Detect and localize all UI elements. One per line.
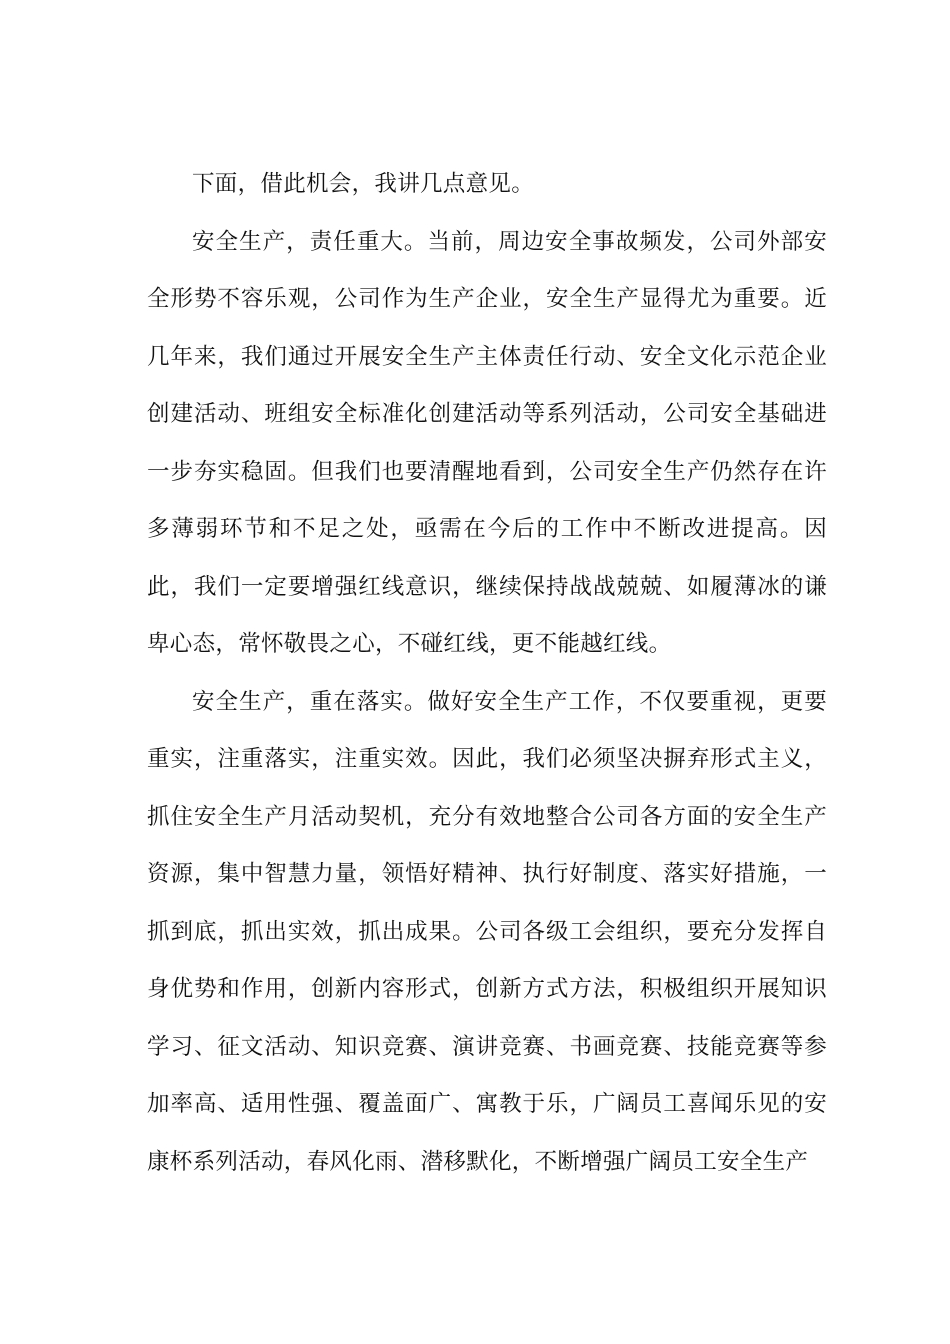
paragraph-opening: 下面，借此机会，我讲几点意见。: [192, 171, 535, 197]
document-body: [147, 156, 827, 1191]
paragraph-responsibility: 安全生产，责任重大。当前，周边安全事故频发，公司外部安全形势不容乐观，公司作为生产企业，安全生产显得尤为重要。近几年来，我们通过开展安全生产主体责任行动、安全文化示范企业创建活动、班组安全标准化创建活动等系列活动，公司安全基础进一步夯实稳固。但我们也要清醒地看到，公司安全生产仍然存在许多薄弱环节和不足之处，亟需在今后的工作中不断改进提高。因此，我们一定要增强红线意识，继续保持战战兢兢、如履薄冰的谦卑心态，常怀敬畏之心，不碰红线，更不能越红线。: [147, 228, 827, 657]
paragraph-implementation: 安全生产，重在落实。做好安全生产工作，不仅要重视，更要重实，注重落实，注重实效。因此，我们必须坚决摒弃形式主义，抓住安全生产月活动契机，充分有效地整合公司各方面的安全生产资源，集中智慧力量，领悟好精神、执行好制度、落实好措施，一抓到底，抓出实效，抓出成果。公司各级工会组织，要充分发挥自身优势和作用，创新内容形式，创新方式方法，积极组织开展知识学习、征文活动、知识竞赛、演讲竞赛、书画竞赛、技能竞赛等参加率高、适用性强、覆盖面广、寓教于乐，广阔员工喜闻乐见的安康杯系列活动，春风化雨、潜移默化，不断增强广阔员工安全生产: [147, 688, 827, 1175]
